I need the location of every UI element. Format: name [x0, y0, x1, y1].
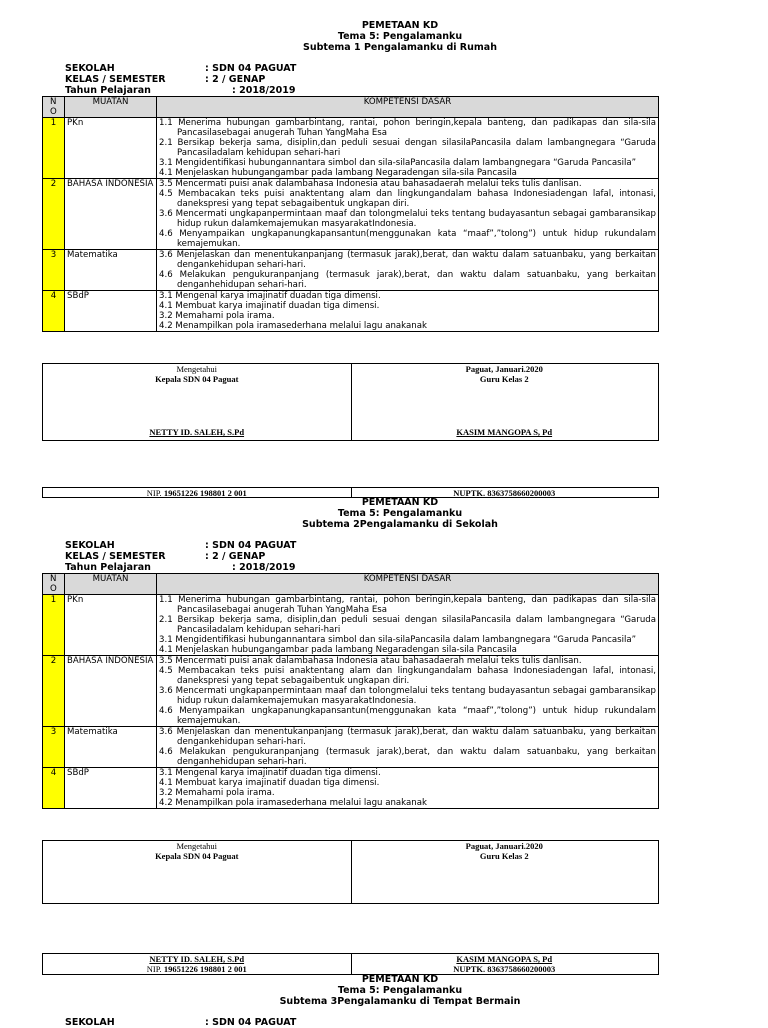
row-no: 4	[43, 768, 65, 809]
doc-tema: Tema 5: Pengalamanku	[337, 985, 463, 996]
nuptk: NUPTK. 8363758660200003	[453, 488, 556, 498]
kd-item: 4.2 Menampilkan pola iramasederhana melalui lagu anakanak	[159, 321, 427, 331]
row-muatan: PKn	[65, 595, 157, 656]
doc-subtema: Subtema 3Pengalamanku di Tempat Bermain	[279, 996, 521, 1007]
meta-sekolah-label: SEKOLAH	[65, 63, 115, 74]
kd-item: 3.6 Mencermati ungkapanpermintaan maaf dan tolongmelalui teks tentang budayasantun sebagai gambaransikap hidup rukun dalamkemajemukan masyarakatIndonesia.	[159, 686, 656, 706]
kepala-name: NETTY ID. SALEH, S.Pd	[149, 427, 245, 437]
kd-item: 3.6 Menjelaskan dan menentukanpanjang (termasuk jarak),berat, dan waktu dalam satuanbaku, yang berkaitan dengankehidupan sehari-hari.	[159, 250, 656, 270]
place-date: Paguat, Januari.2020	[465, 841, 543, 851]
table-row	[43, 291, 659, 332]
meta-tahun	[65, 562, 295, 573]
row-no: 2	[43, 656, 65, 727]
row-kd	[157, 768, 659, 809]
kepala-label: Kepala SDN 04 Paguat	[155, 374, 239, 384]
meta-sekolah-value: : SDN 04 PAGUAT	[205, 540, 297, 551]
row-no: 2	[43, 179, 65, 250]
row-kd	[157, 250, 659, 291]
kd-item: 4.1 Membuat karya imajinatif duadan tiga dimensi.	[159, 778, 380, 788]
header-muatan: MUATAN	[65, 97, 157, 118]
kd-item: 3.5 Mencermati puisi anak dalambahasa Indonesia atau bahasadaerah melalui teks tulis danlisan.	[159, 656, 582, 666]
kd-table	[42, 96, 659, 332]
row-muatan: BAHASA INDONESIA	[65, 179, 157, 250]
kepala-label: Kepala SDN 04 Paguat	[155, 851, 239, 861]
kd-item: 4.2 Menampilkan pola iramasederhana melalui lagu anakanak	[159, 798, 427, 808]
kd-item: 3.1 Mengidentifikasi hubungannantara simbol dan sila-silaPancasila dalam lambangnegara “Garuda Pancasila”	[159, 158, 637, 168]
header-kd: KOMPETENSI DASAR	[157, 97, 659, 118]
row-muatan: PKn	[65, 118, 157, 179]
kd-item: 3.6 Menjelaskan dan menentukanpanjang (termasuk jarak),berat, dan waktu dalam satuanbaku, yang berkaitan dengankehidupan sehari-hari.	[159, 727, 656, 747]
signature-box	[42, 363, 659, 441]
doc-title: PEMETAAN KD	[361, 497, 439, 508]
meta-sekolah-value: : SDN 04 PAGUAT	[205, 63, 297, 74]
kd-item: 2.1 Bersikap bekerja sama, disiplin,dan peduli sesuai dengan silasilaPancasila dalam lambangnegara “Garuda Pancasiladalam kehidupan sehari-hari	[159, 615, 656, 635]
table-row	[43, 179, 659, 250]
table-row	[43, 595, 659, 656]
meta-tahun	[65, 85, 295, 96]
kepala-name: NETTY ID. SALEH, S.Pd	[149, 954, 245, 964]
row-no: 1	[43, 595, 65, 656]
row-kd	[157, 179, 659, 250]
header-no: N O	[43, 97, 65, 118]
nuptk: NUPTK. 8363758660200003	[453, 964, 556, 974]
kd-item: 4.1 Menjelaskan hubungangambar pada lambang Negaradengan sila-sila Pancasila	[159, 168, 517, 178]
nip-right	[351, 954, 659, 974]
header-muatan: MUATAN	[65, 574, 157, 595]
kd-item: 4.6 Melakukan pengukuranpanjang (termasuk jarak),berat, dan waktu dalam satuanbaku, yang berkaitan denganhehidupan sehari-hari.	[159, 270, 656, 290]
meta-kelas-value: : 2 / GENAP	[205, 74, 266, 85]
signature-left	[43, 841, 352, 903]
kd-table	[42, 573, 659, 809]
meta-tahun-label: Tahun Pelajaran	[65, 85, 151, 96]
kd-item: 3.2 Memahami pola irama.	[159, 311, 275, 321]
kd-item: 4.1 Membuat karya imajinatif duadan tiga dimensi.	[159, 301, 380, 311]
row-kd	[157, 595, 659, 656]
doc-title: PEMETAAN KD	[361, 20, 439, 31]
row-muatan: Matematika	[65, 727, 157, 768]
kd-item: 4.6 Menyampaikan ungkapanungkapansantun(menggunakan kata “maaf”,”tolong”) untuk hidup rukundalam kemajemukan.	[159, 706, 656, 726]
meta-tahun-value: : 2018/2019	[232, 85, 296, 96]
kd-item: 1.1 Menerima hubungan gambarbintang, rantai, pohon beringin,kepala banteng, dan padikapas dan sila-sila Pancasilasebagai anugerah Tuhan YangMaha Esa	[159, 595, 656, 615]
kd-item: 4.6 Menyampaikan ungkapanungkapansantun(menggunakan kata “maaf”,”tolong”) untuk hidup rukundalam kemajemukan.	[159, 229, 656, 249]
row-muatan: BAHASA INDONESIA	[65, 656, 157, 727]
meta-sekolah	[65, 1017, 296, 1028]
kd-item: 3.1 Mengidentifikasi hubungannantara simbol dan sila-silaPancasila dalam lambangnegara “Garuda Pancasila”	[159, 635, 637, 645]
nip-label: NIP.	[146, 964, 164, 974]
meta-kelas-value: : 2 / GENAP	[205, 551, 266, 562]
meta-tahun-value: : 2018/2019	[232, 562, 296, 573]
row-no: 3	[43, 727, 65, 768]
meta-sekolah-label: SEKOLAH	[65, 1017, 115, 1028]
kd-item: 4.6 Melakukan pengukuranpanjang (termasuk jarak),berat, dan waktu dalam satuanbaku, yang berkaitan denganhehidupan sehari-hari.	[159, 747, 656, 767]
kd-item: 4.1 Menjelaskan hubungangambar pada lambang Negaradengan sila-sila Pancasila	[159, 645, 517, 655]
meta-sekolah-value: : SDN 04 PAGUAT	[205, 1017, 297, 1028]
row-muatan: Matematika	[65, 250, 157, 291]
row-no: 3	[43, 250, 65, 291]
table-row	[43, 727, 659, 768]
signature-left	[43, 364, 352, 440]
nip-left	[43, 954, 352, 974]
kd-item: 3.5 Mencermati puisi anak dalambahasa Indonesia atau bahasadaerah melalui teks tulis danlisan.	[159, 179, 582, 189]
row-kd	[157, 727, 659, 768]
signature-box	[42, 840, 659, 904]
table-row	[43, 656, 659, 727]
table-header-row	[43, 574, 659, 595]
table-row	[43, 118, 659, 179]
meta-kelas-label: KELAS / SEMESTER	[65, 551, 166, 562]
row-kd	[157, 656, 659, 727]
row-muatan: SBdP	[65, 768, 157, 809]
guru-name: KASIM MANGOPA S, Pd	[456, 954, 553, 964]
meta-sekolah	[65, 540, 296, 551]
doc-subtema: Subtema 1 Pengalamanku di Rumah	[303, 42, 497, 53]
signature-right	[351, 841, 659, 903]
meta-kelas	[65, 74, 265, 85]
row-kd	[157, 118, 659, 179]
header-no: N O	[43, 574, 65, 595]
nip-left	[43, 488, 352, 497]
table-header-row	[43, 97, 659, 118]
meta-sekolah	[65, 63, 296, 74]
meta-tahun-label: Tahun Pelajaran	[65, 562, 151, 573]
row-muatan: SBdP	[65, 291, 157, 332]
guru-label: Guru Kelas 2	[479, 851, 529, 861]
meta-kelas	[65, 551, 265, 562]
place-date: Paguat, Januari.2020	[465, 364, 543, 374]
meta-sekolah-label: SEKOLAH	[65, 540, 115, 551]
doc-subtema: Subtema 2Pengalamanku di Sekolah	[302, 519, 498, 530]
guru-name: KASIM MANGOPA S, Pd	[456, 427, 553, 437]
kd-item: 3.6 Mencermati ungkapanpermintaan maaf dan tolongmelalui teks tentang budayasantun sebagai gambaransikap hidup rukun dalamkemajemukan masyarakatIndonesia.	[159, 209, 656, 229]
meta-kelas-label: KELAS / SEMESTER	[65, 74, 166, 85]
kd-item: 4.5 Membacakan teks puisi anaktentang alam dan lingkungandalam bahasa Indonesiadengan lafal, intonasi, danekspresi yang tepat sebagaibentuk ungkapan diri.	[159, 189, 656, 209]
kd-item: 4.5 Membacakan teks puisi anaktentang alam dan lingkungandalam bahasa Indonesiadengan lafal, intonasi, danekspresi yang tepat sebagaibentuk ungkapan diri.	[159, 666, 656, 686]
row-no: 1	[43, 118, 65, 179]
mengetahui-label: Mengetahui	[176, 364, 218, 374]
table-row	[43, 250, 659, 291]
kd-item: 1.1 Menerima hubungan gambarbintang, rantai, pohon beringin,kepala banteng, dan padikapas dan sila-sila Pancasilasebagai anugerah Tuhan YangMaha Esa	[159, 118, 656, 138]
kd-item: 2.1 Bersikap bekerja sama, disiplin,dan peduli sesuai dengan silasilaPancasila dalam lambangnegara “Garuda Pancasiladalam kehidupan sehari-hari	[159, 138, 656, 158]
nip-value: 19651226 198801 2 001	[163, 488, 247, 498]
kd-item: 3.1 Mengenal karya imajinatif duadan tiga dimensi.	[159, 291, 381, 301]
header-kd: KOMPETENSI DASAR	[157, 574, 659, 595]
guru-label: Guru Kelas 2	[479, 374, 529, 384]
signature-right	[351, 364, 659, 440]
nip-bar	[42, 953, 659, 975]
nip-value: 19651226 198801 2 001	[163, 964, 247, 974]
doc-tema: Tema 5: Pengalamanku	[337, 508, 463, 519]
nip-label: NIP.	[146, 488, 164, 498]
kd-item: 3.1 Mengenal karya imajinatif duadan tiga dimensi.	[159, 768, 381, 778]
kd-item: 3.2 Memahami pola irama.	[159, 788, 275, 798]
doc-tema: Tema 5: Pengalamanku	[337, 31, 463, 42]
doc-title: PEMETAAN KD	[361, 974, 439, 985]
mengetahui-label: Mengetahui	[176, 841, 218, 851]
row-kd	[157, 291, 659, 332]
row-no: 4	[43, 291, 65, 332]
table-row	[43, 768, 659, 809]
